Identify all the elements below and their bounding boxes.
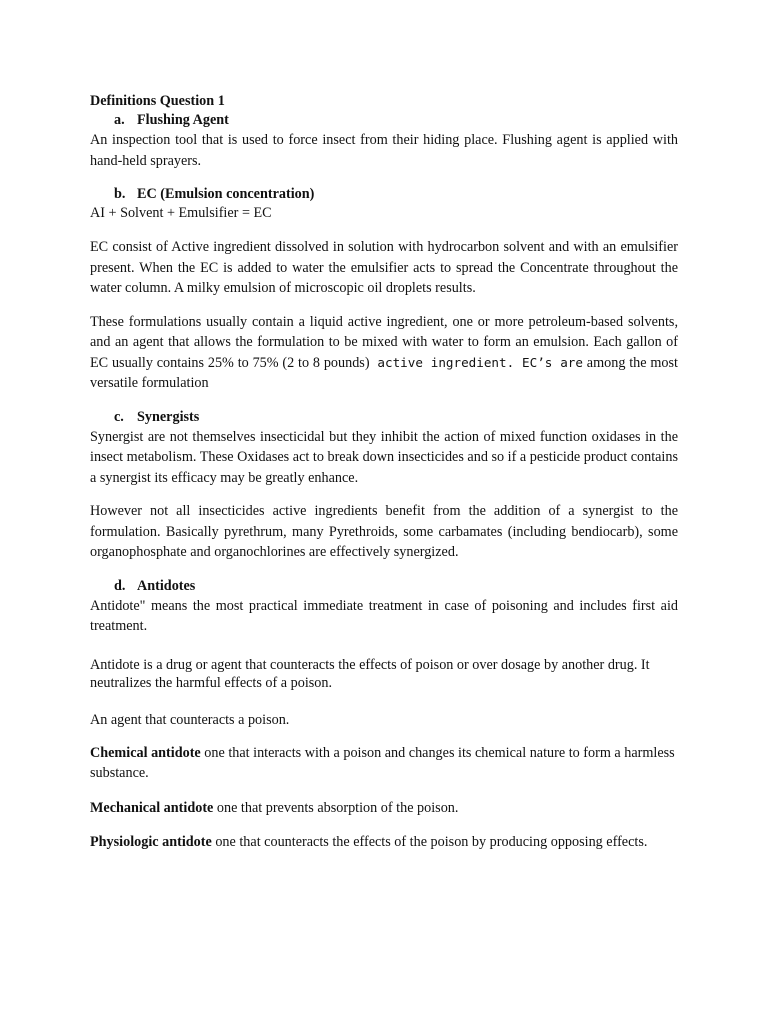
paragraph-antidotes-3: An agent that counteracts a poison. bbox=[90, 711, 290, 728]
document-title: Definitions Question 1 bbox=[90, 93, 225, 109]
paragraph-ec-2-mono: active ingredient. EC’s are bbox=[369, 354, 583, 370]
heading-text: Antidotes bbox=[137, 577, 196, 594]
paragraph-ec-1: EC consist of Active ingredient dissolved in solution with hydrocarbon solvent and with an emulsifier present. When the EC is added to water the emulsifier acts to spread the Concentrate throughout the water column. A milky emulsion of microscopic oil droplets results. bbox=[90, 239, 678, 296]
list-marker: d. bbox=[114, 577, 126, 594]
list-marker: c. bbox=[114, 408, 124, 425]
paragraph-synergists-1: Synergist are not themselves insecticidal but they inhibit the action of mixed function oxidases in the insect metabolism. These Oxidases act to break down insecticides and so if a pesticide product contains a synergist its efficacy may be greatly enhance. bbox=[90, 428, 678, 486]
heading-text: EC (Emulsion concentration) bbox=[137, 186, 315, 202]
term-physiologic-antidote: Physiologic antidote bbox=[90, 834, 212, 850]
ec-formula: AI + Solvent + Emulsifier = EC bbox=[90, 205, 272, 221]
paragraph-physiologic-antidote bbox=[90, 832, 678, 853]
heading-ec bbox=[90, 185, 678, 204]
paragraph-chemical-antidote bbox=[90, 743, 678, 784]
paragraph-ec-2-start: These formulations usually contain a liquid active ingredient, one or more petroleum-based solvents, and an agent that allows the formulation to be mixed with water to form an emulsion. Each gallon of EC usually contains 25% to 75% (2 to 8 pounds) bbox=[90, 313, 678, 371]
paragraph-antidotes-1: Antidote" means the most practical immediate treatment in case of poisoning and includes first aid treatment. bbox=[90, 597, 678, 634]
term-chemical-antidote: Chemical antidote bbox=[90, 744, 201, 761]
paragraph-mechanical-antidote bbox=[90, 798, 678, 819]
list-marker: b. bbox=[114, 186, 126, 202]
list-marker: a. bbox=[114, 112, 125, 128]
paragraph-synergists-2: However not all insecticides active ingredients benefit from the addition of a synergist to the formulation. Basically pyrethrum, many Pyrethroids, some carbamates (including bendiocarb), some organophosphate and organochlorines are effectively synergized. bbox=[90, 503, 678, 560]
heading-text: Flushing Agent bbox=[137, 112, 229, 128]
term-mechanical-antidote: Mechanical antidote bbox=[90, 799, 214, 816]
heading-synergists bbox=[90, 408, 678, 427]
heading-text: Synergists bbox=[137, 408, 200, 425]
paragraph-ec-2-end: among the most versatile formulation bbox=[90, 354, 678, 391]
document-page bbox=[90, 92, 678, 853]
text-mechanical-antidote: one that prevents absorption of the poison. bbox=[213, 799, 459, 816]
heading-antidotes bbox=[90, 577, 678, 596]
text-chemical-antidote: one that interacts with a poison and changes its chemical nature to form a harmless substance. bbox=[90, 744, 675, 781]
paragraph-antidotes-2: Antidote is a drug or agent that counteracts the effects of poison or over dosage by another drug. It neutralizes the harmful effects of a poison. bbox=[90, 656, 650, 691]
text-physiologic-antidote: one that counteracts the effects of the poison by producing opposing effects. bbox=[211, 834, 648, 850]
heading-flushing-agent bbox=[90, 111, 678, 130]
paragraph-flushing-agent: An inspection tool that is used to force insect from their hiding place. Flushing agent is applied with hand-held sprayers. bbox=[90, 132, 678, 169]
paragraph-ec-2 bbox=[90, 312, 678, 394]
